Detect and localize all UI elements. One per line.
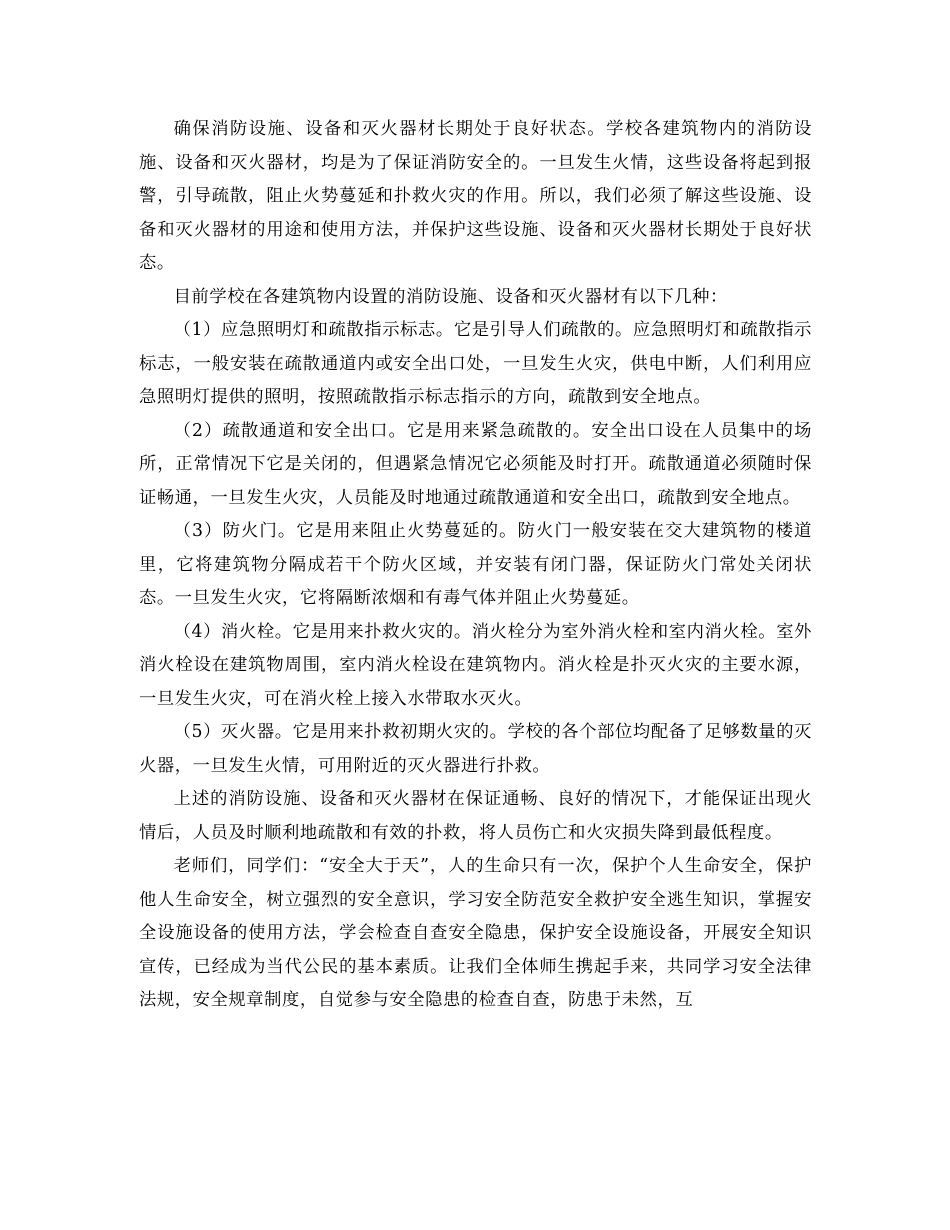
paragraph-summary: 上述的消防设施、设备和灭火器材在保证通畅、良好的情况下，才能保证出现火情后，人员及时顺利地疏散和有效的扑救，将人员伤亡和火灾损失降到最低程度。 [139, 789, 812, 843]
paragraph-intro: 确保消防设施、设备和灭火器材长期处于良好状态。学校各建筑物内的消防设施、设备和灭火器材，均是为了保证消防安全的。一旦发生火情，这些设备将起到报警，引导疏散，阻止火势蔓延和扑救火灾的作用。所以，我们必须了解这些设施、设备和灭火器材的用途和使用方法，并保护这些设施、设备和灭火器材长期处于良好状态。 [139, 119, 812, 273]
paragraph-evacuation-exits: （2）疏散通道和安全出口。它是用来紧急疏散的。安全出口设在人员集中的场所，正常情况下它是关闭的，但遇紧急情况它必须能及时打开。疏散通道必须随时保证畅通，一旦发生火灾，人员能及时地通过疏散通道和安全出口，疏散到安全地点。 [139, 420, 812, 508]
paragraph-fire-doors: （3）防火门。它是用来阻止火势蔓延的。防火门一般安装在交大建筑物的楼道里，它将建筑物分隔成若干个防火区域，并安装有闭门器，保证防火门常处关闭状态。一旦发生火灾，它将隔断浓烟和有毒气体并阻止火势蔓延。 [139, 521, 812, 608]
paragraph-fire-extinguishers: （5）灭火器。它是用来扑救初期火灾的。学校的各个部位均配备了足够数量的灭火器，一旦发生火情，可用附近的灭火器进行扑救。 [139, 722, 812, 776]
document-body [139, 113, 812, 1018]
paragraph-facilities-list-intro: 目前学校在各建筑物内设置的消防设施、设备和灭火器材有以下几种： [173, 286, 728, 307]
paragraph-fire-hydrants: （4）消火栓。它是用来扑救火灾的。消火栓分为室外消火栓和室内消火栓。室外消火栓设在建筑物周围，室内消火栓设在建筑物内。消火栓是扑灭火灾的主要水源，一旦发生火灾，可在消火栓上接入水带取水灭火。 [139, 621, 812, 709]
paragraph-closing-appeal: 老师们，同学们：“安全大于天”，人的生命只有一次，保护个人生命安全，保护他人生命安全，树立强烈的安全意识，学习安全防范安全救护安全逃生知识，掌握安全设施设备的使用方法，学会检查自查安全隐患，保护安全设施设备，开展安全知识宣传，已经成为当代公民的基本素质。让我们全体师生携起手来，共同学习安全法律法规，安全规章制度，自觉参与安全隐患的检查自查，防患于未然，互 [139, 856, 812, 1010]
paragraph-emergency-lighting: （1）应急照明灯和疏散指示标志。它是引导人们疏散的。应急照明灯和疏散指示标志，一般安装在疏散通道内或安全出口处，一旦发生火灾，供电中断，人们利用应急照明灯提供的照明，按照疏散指示标志指示的方向，疏散到安全地点。 [139, 320, 812, 407]
